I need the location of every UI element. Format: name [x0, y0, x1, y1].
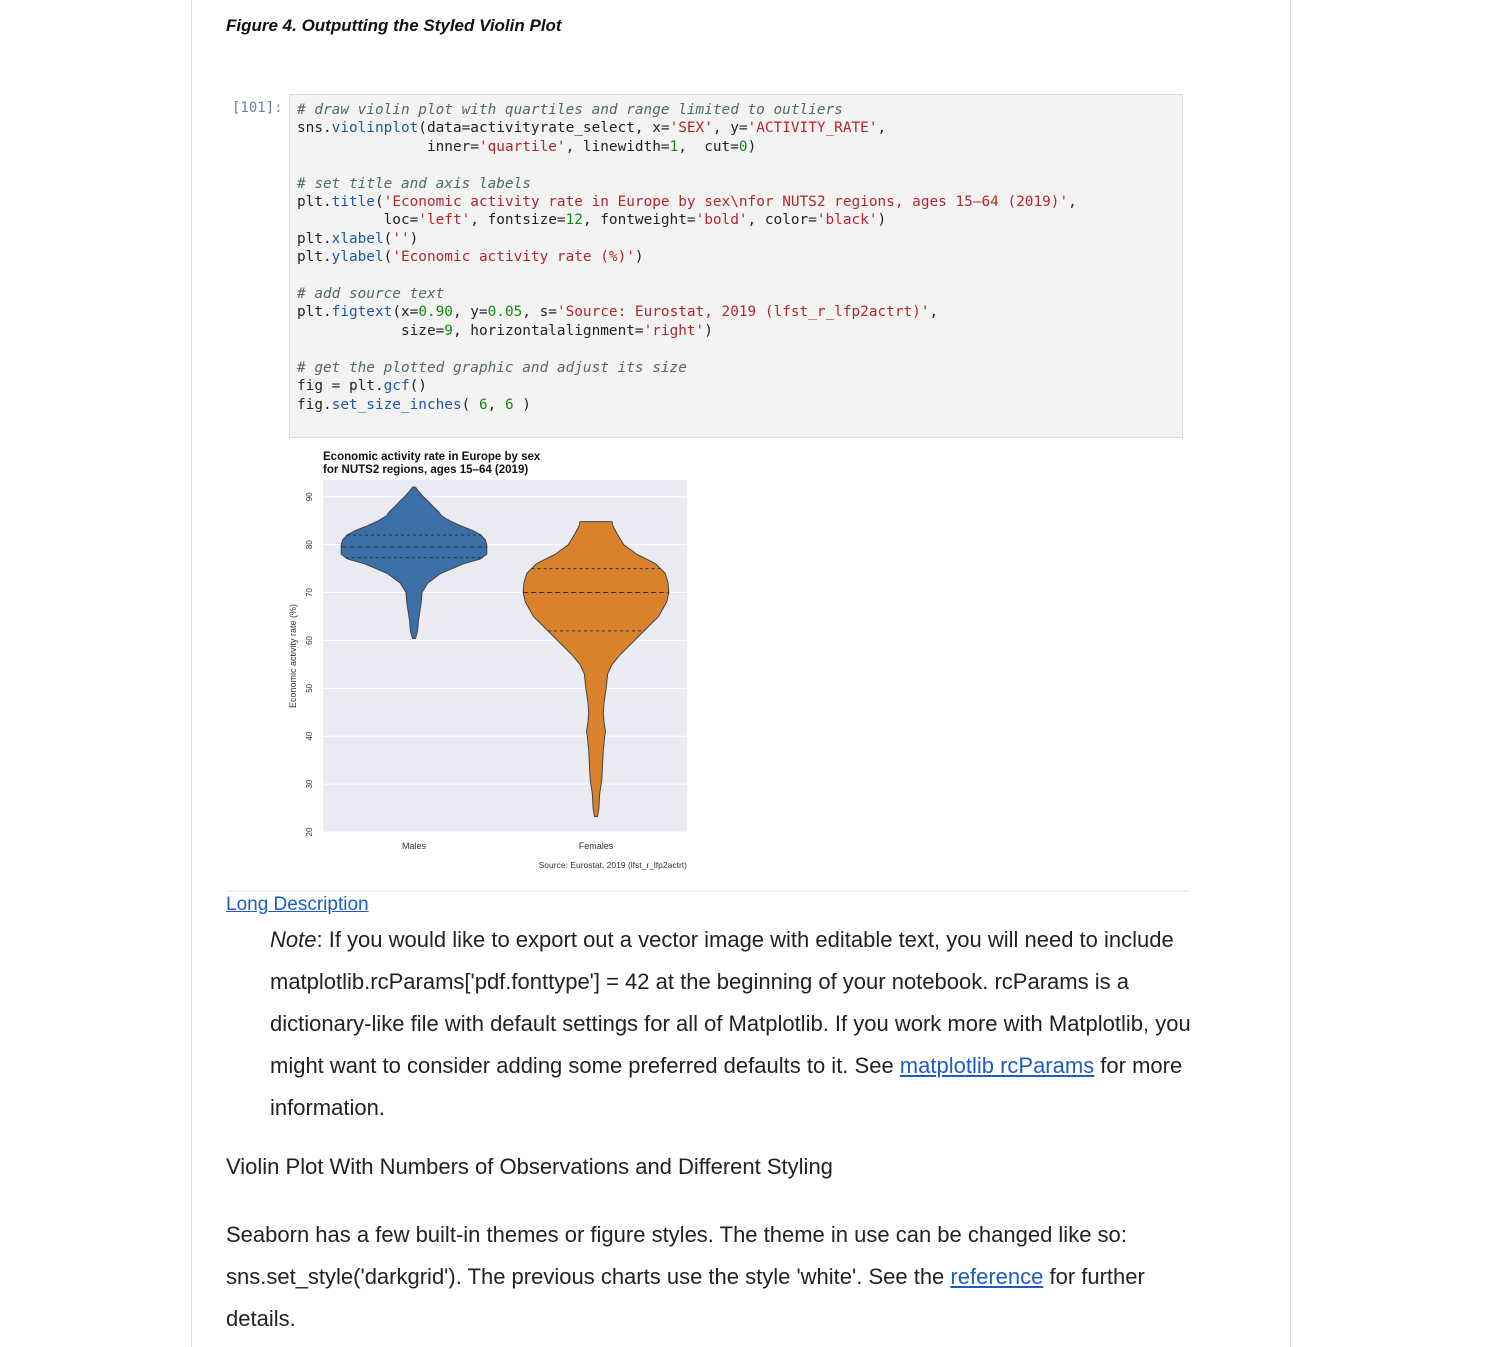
- code-token: 'right': [643, 322, 705, 339]
- rcparams-link[interactable]: matplotlib rcParams: [899, 1053, 1095, 1078]
- code-token: , s=: [522, 304, 557, 321]
- y-tick-label: 30: [305, 779, 314, 789]
- code-token: xlabel: [331, 230, 384, 247]
- code-token: 'ACTIVITY_RATE': [747, 120, 878, 137]
- code-token: 6: [504, 396, 514, 413]
- y-tick-label: 70: [305, 588, 314, 597]
- code-token: 'Economic activity rate in Europe by sex\nfor NUTS2 regions, ages 15–64 (2019)': [383, 194, 1069, 211]
- source-text: Source: Eurostat, 2019 (lfst_r_lfp2actrt): [538, 860, 687, 870]
- code-token: plt.: [297, 304, 332, 321]
- code-token: sns.: [297, 120, 332, 137]
- code-token: 12: [565, 212, 583, 229]
- code-token: ,: [487, 396, 505, 413]
- code-token: (: [383, 249, 393, 266]
- code-token: ): [704, 322, 713, 339]
- code-token: 1: [669, 138, 679, 155]
- code-token: , y=: [452, 304, 488, 321]
- paragraph-text-end: for further details.: [226, 1264, 1145, 1331]
- chart-title-line-2: for NUTS2 regions, ages 15–64 (2019): [323, 464, 529, 476]
- code-token: (): [409, 378, 427, 395]
- code-token: ,: [877, 120, 887, 137]
- code-token: ): [877, 212, 887, 229]
- code-token: , y=: [712, 120, 748, 137]
- code-token: fig.: [297, 396, 332, 413]
- code-token: 'bold': [695, 212, 748, 229]
- y-tick-label: 80: [305, 540, 314, 550]
- chart-title-line-1: Economic activity rate in Europe by sex: [323, 451, 541, 463]
- x-tick-label: Males: [401, 841, 427, 851]
- code-token: 0.05: [487, 304, 523, 321]
- code-token: plt.: [297, 249, 332, 266]
- y-tick-label: 40: [305, 731, 314, 741]
- y-axis-label: Economic activity rate (%): [288, 603, 298, 709]
- note-paragraph: [270, 919, 1210, 1129]
- code-token: ): [747, 138, 757, 155]
- code-token: 9: [444, 322, 453, 339]
- code-token: ,: [929, 304, 939, 321]
- note-text: : If you would like to export out a vector image with editable text, you will need to include matplotlib.rcParams['pdf.fonttype'] = 42 at the beginning of your notebook. rcParams is a dictionary-like file with default settings for all of Matplotlib. If you work more with Matplotlib, you might want to consider adding some preferred defaults to it. See: [270, 927, 1191, 1078]
- code-token: 'SEX': [669, 120, 713, 137]
- code-token: , fontweight=: [582, 212, 696, 229]
- code-token: (: [461, 396, 479, 413]
- code-token: title: [331, 194, 375, 211]
- code-token: , cut=: [678, 138, 739, 155]
- code-token: ,: [1068, 194, 1077, 211]
- code-token: ): [409, 230, 419, 247]
- code-token: 'Source: Eurostat, 2019 (lfst_r_lfp2actrt)': [556, 304, 930, 321]
- code-token: figtext: [331, 304, 393, 321]
- code-token: (data=activityrate_select, x=: [418, 120, 670, 137]
- note-label: Note: [270, 927, 317, 952]
- code-token: , linewidth=: [565, 138, 670, 155]
- code-token: loc=: [297, 212, 419, 229]
- code-token: plt.: [297, 230, 332, 247]
- violin-chart: [226, 440, 1190, 888]
- figure-caption: Figure 4. Outputting the Styled Violin Plot: [226, 16, 562, 35]
- code-block: [297, 101, 1077, 414]
- code-token: ): [634, 249, 644, 266]
- paragraph-text: Seaborn has a few built-in themes or figure styles. The theme in use can be changed like so: sns.set_style('darkgrid'). The previous charts use the style 'white'. See the: [226, 1222, 1127, 1289]
- code-token: 'black': [816, 212, 878, 229]
- code-token: set_size_inches: [331, 396, 462, 413]
- x-tick-label: Females: [578, 841, 614, 851]
- code-token: ylabel: [331, 249, 384, 266]
- body-paragraph: [226, 1214, 1206, 1340]
- code-token: # add source text: [297, 286, 445, 303]
- code-cell[interactable]: [289, 94, 1183, 438]
- section-heading: Violin Plot With Numbers of Observations and Different Styling: [226, 1154, 833, 1179]
- code-token: 6: [478, 396, 488, 413]
- code-token: # get the plotted graphic and adjust its size: [297, 359, 687, 376]
- code-token: size=: [297, 322, 445, 339]
- code-token: 'Economic activity rate (%)': [392, 249, 635, 266]
- y-tick-label: 50: [305, 683, 314, 693]
- code-token: # set title and axis labels: [297, 175, 531, 192]
- cell-prompt: [101]:: [232, 100, 283, 116]
- code-token: # draw violin plot with quartiles and range limited to outliers: [297, 102, 843, 118]
- y-ticks: [305, 492, 314, 837]
- code-token: (: [383, 230, 393, 247]
- y-tick-label: 20: [305, 827, 314, 837]
- code-token: , fontsize=: [470, 212, 566, 229]
- code-token: gcf: [383, 378, 410, 395]
- code-token: plt.: [297, 194, 332, 211]
- code-token: , color=: [747, 212, 817, 229]
- x-tick-labels: [402, 841, 614, 851]
- code-token: '': [392, 230, 410, 247]
- note-text-end: for more information.: [270, 1053, 1183, 1120]
- code-token: , horizontalalignment=: [452, 322, 644, 339]
- code-token: violinplot: [331, 120, 419, 137]
- code-token: (x=: [392, 304, 419, 321]
- code-token: 0: [738, 138, 748, 155]
- y-tick-label: 60: [305, 635, 314, 645]
- code-token: 'left': [418, 212, 471, 229]
- y-tick-label: 90: [305, 492, 314, 502]
- article-page: [191, 0, 1291, 1347]
- reference-link[interactable]: reference: [950, 1264, 1044, 1289]
- long-description-link[interactable]: Long Description: [226, 894, 369, 915]
- code-token: (: [374, 194, 384, 211]
- cell-output: [226, 440, 1190, 892]
- code-token: 0.90: [418, 304, 453, 321]
- code-token: ): [513, 396, 531, 413]
- code-token: 'quartile': [478, 138, 566, 155]
- code-token: inner=: [297, 138, 479, 155]
- code-token: fig = plt.: [297, 378, 384, 395]
